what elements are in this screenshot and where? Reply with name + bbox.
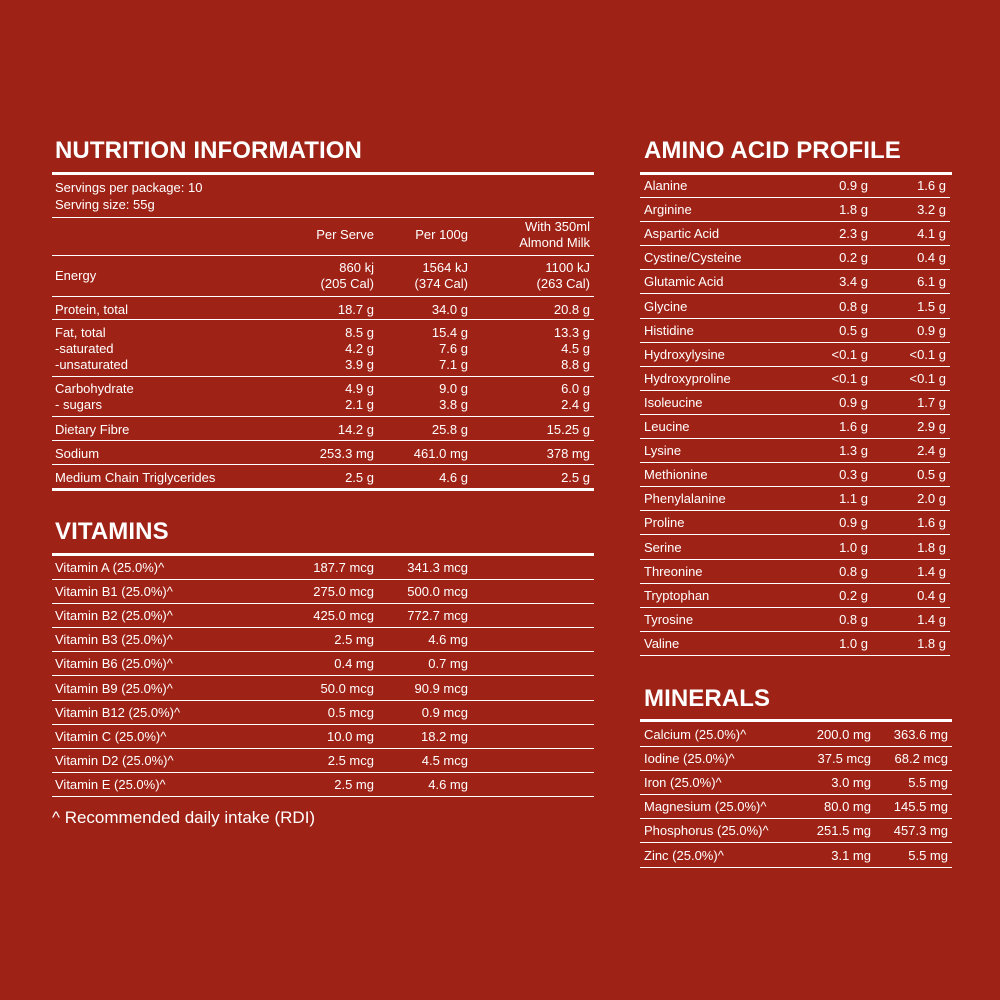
vitamin-row-rule xyxy=(52,700,594,701)
nutrition-row-per-100g: 34.0 g xyxy=(431,302,468,317)
amino-row-value-2: 1.5 g xyxy=(917,298,946,314)
amino-row-label: Hydroxylysine xyxy=(644,346,725,362)
nutrition-row-label: Fat, total -saturated -unsaturated xyxy=(55,325,128,372)
amino-row-value-1: 1.0 g xyxy=(839,635,868,651)
amino-row-value-1: 1.3 g xyxy=(839,443,868,459)
amino-row-rule xyxy=(640,390,950,391)
vitamin-row-label: Vitamin B12 (25.0%)^ xyxy=(55,704,181,720)
amino-row-value-1: <0.1 g xyxy=(831,370,868,386)
amino-row-value-2: 2.4 g xyxy=(917,443,946,459)
mineral-row-value-2: 68.2 mcg xyxy=(894,751,948,767)
amino-row-rule xyxy=(640,245,950,246)
amino-row-label: Proline xyxy=(644,515,685,531)
mineral-row-label: Zinc (25.0%)^ xyxy=(644,847,724,863)
vitamin-row-value-2: 4.6 mg xyxy=(428,632,468,648)
amino-row-value-1: 0.2 g xyxy=(839,250,868,266)
amino-row-value-1: <0.1 g xyxy=(831,346,868,362)
vitamin-row-value-1: 275.0 mcg xyxy=(313,584,374,600)
nutrition-row-per-100g: 1564 kJ (374 Cal) xyxy=(414,260,468,291)
amino-row-value-2: 1.4 g xyxy=(917,611,946,627)
amino-row-value-1: 0.9 g xyxy=(839,394,868,410)
amino-row-value-1: 3.4 g xyxy=(839,274,868,290)
amino-row-rule xyxy=(640,414,950,415)
amino-row-label: Lysine xyxy=(644,443,682,459)
amino-row-value-1: 1.8 g xyxy=(839,202,868,218)
amino-row-label: Serine xyxy=(644,539,682,555)
vitamin-row-rule xyxy=(52,579,594,580)
amino-row-label: Arginine xyxy=(644,202,692,218)
amino-row-value-2: 1.6 g xyxy=(917,178,946,193)
amino-row-value-2: 1.8 g xyxy=(917,539,946,555)
nutrition-row-almond-milk: 13.3 g 4.5 g 8.8 g xyxy=(553,325,590,372)
amino-row-rule xyxy=(640,559,950,560)
mineral-row-value-1: 37.5 mcg xyxy=(817,751,871,767)
mineral-row-label: Calcium (25.0%)^ xyxy=(644,727,747,742)
vitamins-top-rule xyxy=(52,553,594,556)
amino-row-value-1: 1.0 g xyxy=(839,539,868,555)
amino-row-value-2: 0.4 g xyxy=(917,250,946,266)
header-with-almond-milk: With 350ml Almond Milk xyxy=(519,219,590,250)
mineral-row-label: Iron (25.0%)^ xyxy=(644,775,722,791)
nutrition-row-per-serve: 18.7 g xyxy=(337,302,374,317)
vitamin-row-label: Vitamin B9 (25.0%)^ xyxy=(55,680,173,696)
amino-row-label: Methionine xyxy=(644,467,708,483)
amino-row-value-2: 6.1 g xyxy=(917,274,946,290)
amino-row-label: Histidine xyxy=(644,322,694,338)
nutrition-row-per-100g: 25.8 g xyxy=(431,422,468,437)
amino-row-value-2: 1.4 g xyxy=(917,563,946,579)
amino-row-rule xyxy=(640,462,950,463)
amino-row-label: Leucine xyxy=(644,419,690,434)
vitamin-row-rule xyxy=(52,627,594,628)
amino-row-rule xyxy=(640,293,950,294)
mineral-row-value-1: 3.0 mg xyxy=(831,775,871,791)
nutrition-row-per-serve: 14.2 g xyxy=(337,422,374,437)
mineral-row-label: Iodine (25.0%)^ xyxy=(644,751,735,767)
nutrition-row-almond-milk: 20.8 g xyxy=(553,302,590,317)
mineral-row-value-1: 200.0 mg xyxy=(816,727,871,742)
nutrition-row-per-serve: 253.3 mg xyxy=(319,446,374,461)
amino-row-label: Phenylalanine xyxy=(644,491,726,507)
mineral-row-rule xyxy=(640,818,952,819)
amino-row-label: Alanine xyxy=(644,178,688,193)
amino-row-rule xyxy=(640,197,950,198)
nutrition-row-per-serve: 8.5 g 4.2 g 3.9 g xyxy=(345,325,374,372)
amino-row-rule xyxy=(640,510,950,511)
nutrition-row-almond-milk: 378 mg xyxy=(546,446,590,461)
vitamin-row-value-2: 0.7 mg xyxy=(428,656,468,672)
nutrition-row-rule xyxy=(52,296,594,297)
nutrition-row-rule xyxy=(52,440,594,441)
amino-row-value-1: 0.9 g xyxy=(839,515,868,531)
nutrition-row-rule xyxy=(52,319,594,320)
vitamin-row-rule xyxy=(52,603,594,604)
nutrition-row-label: Sodium xyxy=(55,446,100,461)
vitamin-row-value-2: 500.0 mcg xyxy=(407,584,468,600)
amino-row-label: Glycine xyxy=(644,298,688,314)
mineral-row-value-2: 5.5 mg xyxy=(908,775,948,791)
serving-size: Serving size: 55g xyxy=(55,197,155,212)
vitamin-row-value-1: 187.7 mcg xyxy=(313,560,374,575)
amino-row-label: Tryptophan xyxy=(644,587,710,603)
nutrition-row-rule xyxy=(52,464,594,465)
vitamin-row-value-1: 50.0 mcg xyxy=(320,680,374,696)
vitamin-row-rule xyxy=(52,724,594,725)
nutrition-title: NUTRITION INFORMATION xyxy=(55,137,362,164)
amino-row-value-1: 0.8 g xyxy=(839,611,868,627)
mineral-row-value-2: 145.5 mg xyxy=(893,799,948,815)
header-per-serve: Per Serve xyxy=(316,227,374,242)
vitamin-row-value-1: 2.5 mg xyxy=(334,776,374,792)
vitamin-row-value-1: 10.0 mg xyxy=(327,728,374,744)
amino-row-value-1: 0.9 g xyxy=(839,178,868,193)
mineral-row-label: Magnesium (25.0%)^ xyxy=(644,799,767,815)
nutrition-row-per-100g: 4.6 g xyxy=(439,470,468,485)
vitamin-row-label: Vitamin B1 (25.0%)^ xyxy=(55,584,173,600)
amino-row-rule xyxy=(640,655,950,656)
mineral-row-label: Phosphorus (25.0%)^ xyxy=(644,823,769,839)
vitamin-row-rule xyxy=(52,675,594,676)
nutrition-row-per-serve: 2.5 g xyxy=(345,470,374,485)
amino-row-value-2: 0.4 g xyxy=(917,587,946,603)
amino-row-rule xyxy=(640,607,950,608)
amino-row-rule xyxy=(640,342,950,343)
amino-row-value-1: 0.8 g xyxy=(839,563,868,579)
amino-row-value-1: 0.5 g xyxy=(839,322,868,338)
amino-row-label: Tyrosine xyxy=(644,611,694,627)
amino-row-value-2: <0.1 g xyxy=(909,346,946,362)
mineral-row-value-2: 457.3 mg xyxy=(893,823,948,839)
nutrition-row-per-100g: 15.4 g 7.6 g 7.1 g xyxy=(431,325,468,372)
amino-row-rule xyxy=(640,366,950,367)
nutrition-row-per-100g: 461.0 mg xyxy=(413,446,468,461)
vitamin-row-label: Vitamin B6 (25.0%)^ xyxy=(55,656,173,672)
vitamin-row-value-2: 4.5 mcg xyxy=(421,752,468,768)
vitamin-row-value-2: 90.9 mcg xyxy=(414,680,468,696)
vitamin-row-label: Vitamin B2 (25.0%)^ xyxy=(55,608,173,624)
minerals-top-rule xyxy=(640,719,952,722)
amino-row-value-1: 0.3 g xyxy=(839,467,868,483)
amino-row-value-1: 0.2 g xyxy=(839,587,868,603)
vitamin-row-rule xyxy=(52,651,594,652)
amino-row-rule xyxy=(640,631,950,632)
amino-row-value-2: 1.7 g xyxy=(917,394,946,410)
vitamin-row-value-1: 425.0 mcg xyxy=(313,608,374,624)
amino-row-value-2: 3.2 g xyxy=(917,202,946,218)
vitamin-row-rule xyxy=(52,796,594,797)
amino-row-rule xyxy=(640,269,950,270)
mineral-row-value-1: 80.0 mg xyxy=(824,799,871,815)
mineral-row-value-2: 5.5 mg xyxy=(908,847,948,863)
header-per-100g: Per 100g xyxy=(415,227,468,242)
nutrition-row-label: Protein, total xyxy=(55,302,128,317)
amino-top-rule xyxy=(640,172,952,175)
vitamin-row-value-1: 0.4 mg xyxy=(334,656,374,672)
amino-row-rule xyxy=(640,438,950,439)
serving-rule xyxy=(52,217,594,218)
amino-row-label: Cystine/Cysteine xyxy=(644,250,742,266)
vitamin-row-value-2: 341.3 mcg xyxy=(407,560,468,575)
header-rule xyxy=(52,255,594,256)
vitamins-title: VITAMINS xyxy=(55,518,169,545)
mineral-row-value-1: 251.5 mg xyxy=(816,823,871,839)
vitamin-row-value-1: 2.5 mg xyxy=(334,632,374,648)
mineral-row-rule xyxy=(640,770,952,771)
amino-row-value-1: 0.8 g xyxy=(839,298,868,314)
mineral-row-value-1: 3.1 mg xyxy=(831,847,871,863)
vitamin-row-label: Vitamin C (25.0%)^ xyxy=(55,728,167,744)
amino-row-label: Isoleucine xyxy=(644,394,703,410)
nutrition-row-rule xyxy=(52,376,594,377)
nutrition-row-label: Energy xyxy=(55,268,97,283)
amino-row-value-2: 1.8 g xyxy=(917,635,946,651)
vitamin-row-label: Vitamin A (25.0%)^ xyxy=(55,560,165,575)
amino-row-value-2: <0.1 g xyxy=(909,370,946,386)
nutrition-row-almond-milk: 1100 kJ (263 Cal) xyxy=(536,260,590,291)
amino-row-rule xyxy=(640,221,950,222)
vitamin-row-value-2: 772.7 mcg xyxy=(407,608,468,624)
minerals-title: MINERALS xyxy=(644,685,771,712)
amino-row-value-1: 1.1 g xyxy=(839,491,868,507)
nutrition-row-per-serve: 4.9 g 2.1 g xyxy=(345,381,374,412)
vitamin-row-label: Vitamin B3 (25.0%)^ xyxy=(55,632,173,648)
nutrition-row-label: Dietary Fibre xyxy=(55,422,130,437)
amino-row-value-2: 1.6 g xyxy=(917,515,946,531)
amino-row-label: Glutamic Acid xyxy=(644,274,724,290)
nutrition-row-label: Medium Chain Triglycerides xyxy=(55,470,216,485)
nutrition-top-rule xyxy=(52,172,594,175)
nutrition-row-label: Carbohydrate - sugars xyxy=(55,381,134,412)
vitamin-row-value-2: 4.6 mg xyxy=(428,776,468,792)
rdi-footnote: ^ Recommended daily intake (RDI) xyxy=(52,808,316,827)
vitamin-row-value-1: 0.5 mcg xyxy=(327,704,374,720)
nutrition-row-per-100g: 9.0 g 3.8 g xyxy=(439,381,468,412)
amino-row-value-1: 2.3 g xyxy=(839,226,868,242)
mineral-row-value-2: 363.6 mg xyxy=(893,727,948,742)
nutrition-row-almond-milk: 15.25 g xyxy=(546,422,590,437)
vitamin-row-rule xyxy=(52,772,594,773)
nutrition-row-almond-milk: 6.0 g 2.4 g xyxy=(561,381,590,412)
vitamin-row-value-1: 2.5 mcg xyxy=(327,752,374,768)
amino-row-value-1: 1.6 g xyxy=(839,419,868,434)
nutrition-bottom-rule xyxy=(52,488,594,491)
amino-row-value-2: 0.9 g xyxy=(917,322,946,338)
amino-row-rule xyxy=(640,318,950,319)
amino-row-label: Hydroxyproline xyxy=(644,370,731,386)
mineral-row-rule xyxy=(640,842,952,843)
nutrition-row-per-serve: 860 kj (205 Cal) xyxy=(320,260,374,291)
vitamin-row-label: Vitamin E (25.0%)^ xyxy=(55,776,166,792)
vitamin-row-value-2: 18.2 mg xyxy=(421,728,468,744)
mineral-row-rule xyxy=(640,867,952,868)
nutrition-row-rule xyxy=(52,416,594,417)
amino-row-rule xyxy=(640,534,950,535)
amino-row-value-2: 4.1 g xyxy=(917,226,946,242)
amino-title: AMINO ACID PROFILE xyxy=(644,137,901,164)
amino-row-label: Aspartic Acid xyxy=(644,226,720,242)
amino-row-value-2: 2.9 g xyxy=(917,419,946,434)
mineral-row-rule xyxy=(640,746,952,747)
amino-row-value-2: 2.0 g xyxy=(917,491,946,507)
mineral-row-rule xyxy=(640,794,952,795)
nutrition-row-almond-milk: 2.5 g xyxy=(561,470,590,485)
amino-row-value-2: 0.5 g xyxy=(917,467,946,483)
amino-row-rule xyxy=(640,486,950,487)
vitamin-row-label: Vitamin D2 (25.0%)^ xyxy=(55,752,174,768)
vitamin-row-rule xyxy=(52,748,594,749)
amino-row-rule xyxy=(640,583,950,584)
amino-row-label: Valine xyxy=(644,635,680,651)
amino-row-label: Threonine xyxy=(644,563,703,579)
servings-per-package: Servings per package: 10 xyxy=(55,180,203,195)
vitamin-row-value-2: 0.9 mcg xyxy=(421,704,468,720)
